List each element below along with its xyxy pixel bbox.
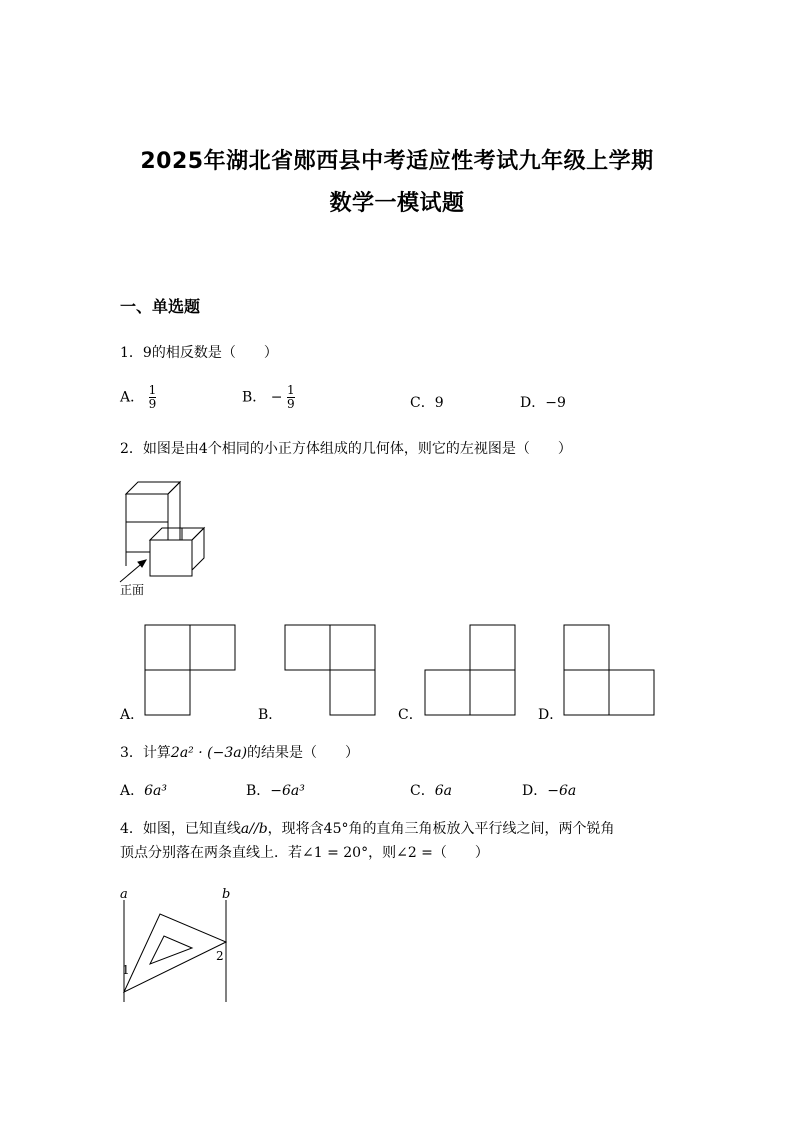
label-a: a [120, 887, 128, 902]
option-a-value: 6a³ [144, 783, 167, 799]
inner-triangle [150, 936, 192, 964]
option-b-label: B． [242, 389, 267, 406]
option-d-value: −6a [547, 783, 577, 799]
q4-line1-mid: ，现将含 [267, 821, 324, 837]
option-c-value: 9 [434, 395, 444, 411]
document-title-line-2: 数学一模试题 [329, 191, 465, 216]
q4-angle-1-value: ∠1 = 20° [302, 845, 369, 861]
question-2-option-c-label: C． [398, 707, 423, 723]
q4-line2-pre: 顶点分别落在两条直线上．若 [120, 845, 302, 861]
fraction-one-ninth [149, 384, 157, 411]
section-heading: 一、单选题 [120, 297, 201, 316]
fraction-numerator: 1 [286, 383, 295, 397]
fraction-denominator: 9 [148, 397, 157, 411]
option-b-value: −6a³ [270, 783, 305, 799]
q4-line1-pre: 4．如图，已知直线 [120, 821, 241, 837]
question-3-expression: 2a² · (−3a) [170, 745, 248, 761]
question-1-text: 1．9的相反数是（ ） [120, 345, 278, 361]
option-c-view-figure [424, 624, 516, 716]
question-3-option-b [246, 780, 305, 800]
question-3-option-a [120, 780, 167, 800]
front-cube-face [150, 540, 192, 576]
option-a-label: A． [120, 783, 145, 799]
question-3-option-d [522, 780, 576, 800]
question-2-option-d-label: D． [538, 707, 564, 723]
cube-stack-figure [110, 476, 220, 600]
angle-1-label: 1 [122, 963, 130, 977]
option-a-label: A． [120, 389, 145, 406]
q4-line2-mid: ，则 [368, 845, 397, 861]
tall-column-top [126, 482, 180, 494]
question-1-option-b [242, 384, 295, 411]
option-b-label: B． [246, 783, 271, 799]
front-view-label: 正面 [120, 583, 145, 597]
fraction-numerator: 1 [148, 383, 157, 397]
option-c-label: C． [410, 783, 435, 799]
option-c-label: C． [410, 395, 435, 411]
label-b: b [222, 887, 231, 902]
fraction-denominator: 9 [286, 397, 295, 411]
fraction-one-ninth [287, 384, 295, 411]
question-1-option-a [120, 384, 156, 411]
q4-angle-45: 45° [323, 821, 349, 837]
question-3-text [120, 742, 359, 762]
question-2-option-a-label: A． [120, 707, 145, 723]
document-title-line-1: 2025年湖北省郧西县中考适应性考试九年级上学期 [140, 149, 654, 174]
outer-triangle [124, 914, 226, 992]
question-2-option-b-label: B． [258, 707, 283, 723]
question-4-line-1 [120, 818, 615, 838]
question-1-option-d [520, 392, 566, 412]
angle-2-label: 2 [216, 949, 224, 963]
question-2-text: 2．如图是由4个相同的小正方体组成的几何体，则它的左视图是（ ） [120, 441, 572, 457]
option-d-label: D． [520, 395, 546, 411]
parallel-lines-triangle-figure [112, 884, 242, 1006]
question-4-line-2 [120, 842, 489, 862]
q4-line2-post: （ ） [432, 845, 489, 861]
q4-line1-post: 角的直角三角板放入平行线之间，两个锐角 [348, 821, 615, 837]
option-a-view-figure [144, 624, 236, 716]
option-d-label: D． [522, 783, 548, 799]
question-3-prefix: 3．计算 [120, 745, 171, 761]
q4-angle-2-expression: ∠2 = [396, 845, 433, 861]
option-d-value: −9 [545, 395, 566, 411]
question-3-option-c [410, 780, 452, 800]
question-1-option-c [410, 392, 444, 412]
option-b-view-figure [284, 624, 376, 716]
option-c-value: 6a [434, 783, 452, 799]
q4-parallel-expression: a//b [240, 821, 268, 837]
question-3-suffix: 的结果是（ ） [247, 745, 360, 761]
minus-sign: − [270, 389, 283, 406]
option-d-view-figure [563, 624, 655, 716]
